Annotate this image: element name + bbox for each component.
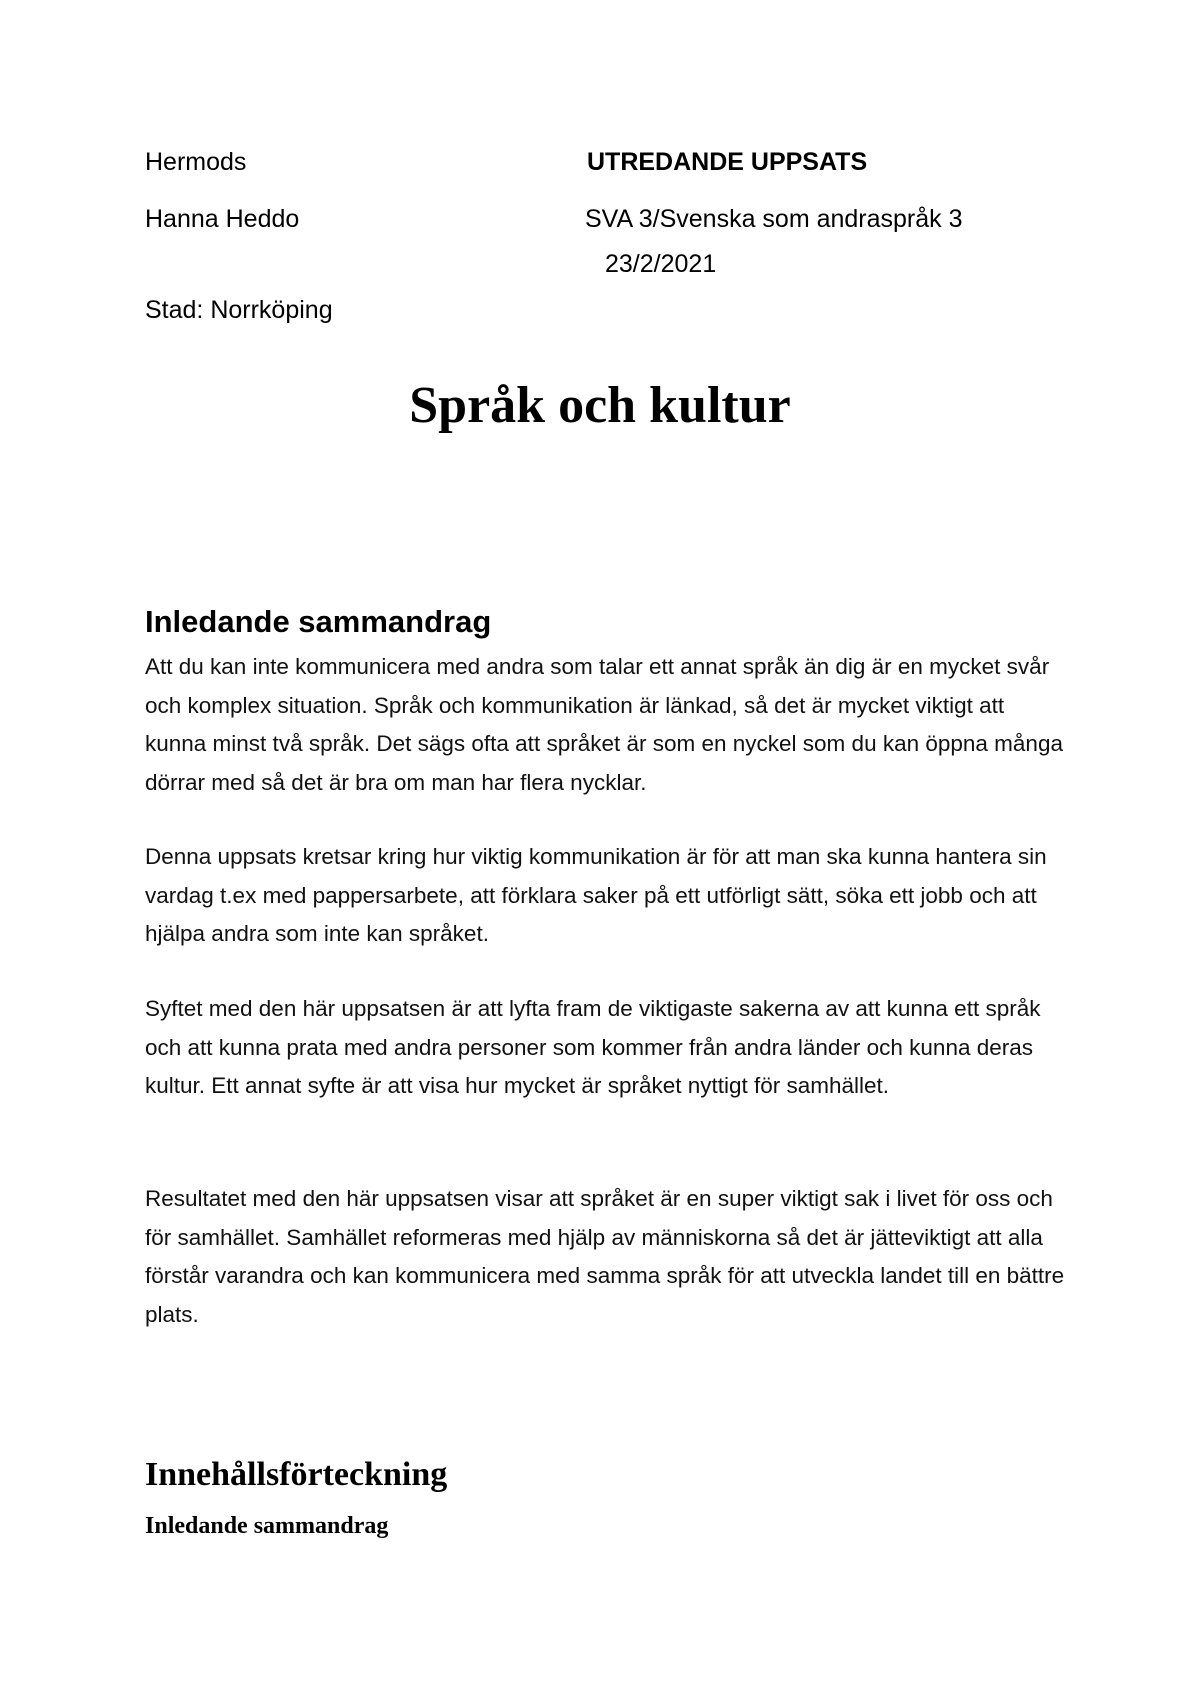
toc-heading: Innehållsförteckning (145, 1456, 448, 1493)
essay-type: UTREDANDE UPPSATS (587, 148, 868, 176)
city-line: Stad: Norrköping (145, 296, 333, 324)
course-name: SVA 3/Svenska som andraspråk 3 (585, 205, 963, 233)
school-name: Hermods (145, 148, 247, 176)
document-title: Språk och kultur (409, 377, 791, 434)
author-name: Hanna Heddo (145, 205, 300, 233)
paragraph: Att du kan inte kommunicera med andra som talar ett annat språk än dig är en mycket svår och komplex situation. Språk och kommunikation är länkad, så det är mycket viktigt att kunna minst två språk. Det sägs ofta att språket är som en nyckel som du kan öppna många dörrar med så det är bra om man har flera nycklar. (145, 654, 1063, 795)
essay-date: 23/2/2021 (605, 250, 717, 278)
paragraph: Denna uppsats kretsar kring hur viktig kommunikation är för att man ska kunna hantera sin vardag t.ex med pappersarbete, att förklara saker på ett utförligt sätt, söka ett jobb och att hjälpa andra som inte kan språket. (145, 844, 1047, 946)
section-heading: Inledande sammandrag (145, 604, 492, 639)
paragraph: Resultatet med den här uppsatsen visar att språket är en super viktigt sak i livet för oss och för samhället. Samhället reformeras med hjälp av människorna så det är jätteviktigt att alla förstår varandra och kan kommunicera med samma språk för att utveckla landet till en bättre plats. (145, 1186, 1065, 1327)
paragraph: Syftet med den här uppsatsen är att lyfta fram de viktigaste sakerna av att kunna ett språk och att kunna prata med andra personer som kommer från andra länder och kunna deras kultur. Ett annat syfte är att visa hur mycket är språket nyttigt för samhället. (145, 996, 1041, 1098)
toc-item: Inledande sammandrag (145, 1513, 389, 1539)
